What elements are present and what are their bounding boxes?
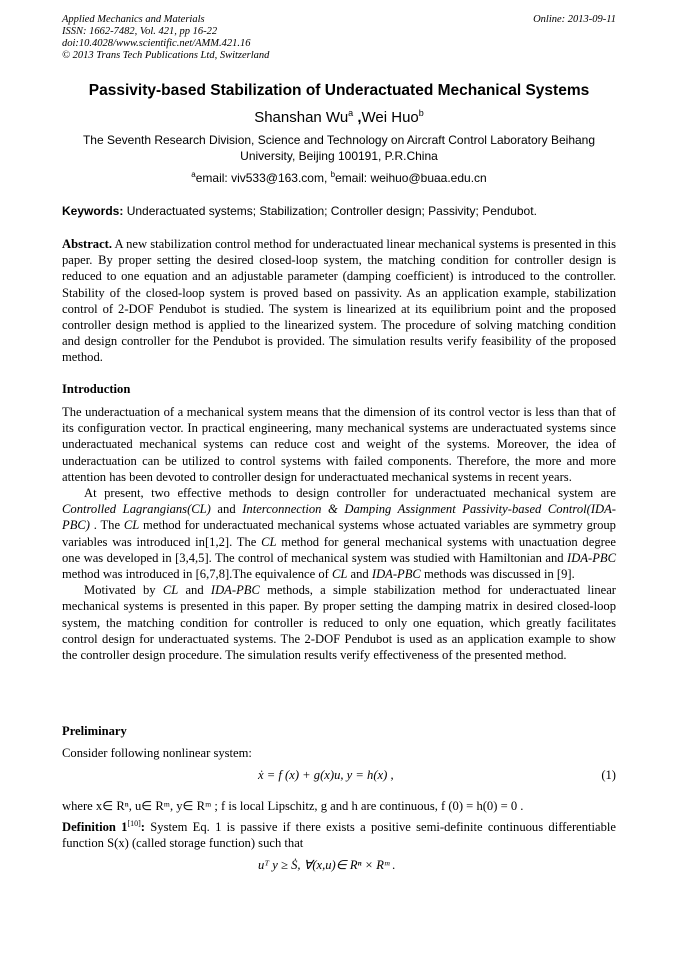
term-cl: CL: [261, 534, 277, 549]
introduction-body: [62, 404, 616, 663]
online-date: Online: 2013-09-11: [533, 14, 616, 25]
keywords-text: Underactuated systems; Stabilization; Controller design; Passivity; Pendubot.: [123, 204, 537, 218]
abstract-text: A new stabilization control method for underactuated linear mechanical systems is presented in this paper. By proper setting the desired closed-loop system, the matching condition for controller design is reduced to one equation and an adjustable parameter (damping coefficient) is introduced to the controller. Stability of the closed-loop system is proved based on passivity. As an application example, stabilization control of 2-DOF Pendubot is studied. The system is linearized at its equilibrium point and the proposed controller design method is applied to the linearized system. The procedure of solving matching condition and design controller for the Pendubot is provided. The simulation results verify feasibility of the proposed method.: [62, 237, 616, 365]
text-span: method was introduced in [6,7,8].The equivalence of: [62, 567, 332, 582]
author-1: Shanshan Wu: [254, 109, 349, 126]
text-span: methods, a simple stabilization method for underactuated linear mechanical systems is presented in this paper. By proper setting the damping matrix in desired closed-loop system, the matching condition for controller is reduced to only one equation, which greatly facilitates control design for underactuated systems. The 2-DOF Pendubot is used as an application example to show the controller design procedure. The simulation results verify effectiveness of the presented method.: [62, 583, 617, 663]
definition-text: System Eq. 1 is passive if there exists a positive semi-definite continuous differentiable function S(x) (called storage function) such that: [62, 820, 616, 851]
journal-name: Applied Mechanics and Materials: [62, 14, 205, 25]
text-span: and: [210, 502, 243, 517]
author-2-sup: b: [418, 108, 424, 118]
journal-header: [62, 14, 269, 62]
paper-title: Passivity-based Stabilization of Underactuated Mechanical Systems: [88, 82, 590, 99]
term-ida-pbc: IDA-PBC: [210, 583, 260, 598]
text-span: method for general mechanical systems with unactuation degree one was developed in [3,4,5]. The control of mechanical system was studied with Hamiltonian and: [62, 534, 616, 565]
where-line: where x∈ Rⁿ, u∈ Rᵐ, y∈ Rᵐ ; f is local Lipschitz, g and h are continuous, f (0) = h(0) = 0 .: [62, 799, 524, 813]
author-line: [62, 104, 616, 127]
intro-paragraph-1: The underactuation of a mechanical system means that the dimension of its control vector is less than that of its configuration vector. In practical engineering, many mechanical systems are underactuated systems since underactuated mechanical systems can reduce cost and weight of the systems. Moreover, the idea of underactuation can be utilized to control systems with failed components. Therefore, the more and more attention has been devoted to controller design for underactuated mechanical systems in recent years.: [62, 405, 616, 484]
term-ida-pbc: IDA-PBC: [371, 567, 421, 582]
affiliation: The Seventh Research Division, Science and Technology on Aircraft Control Laboratory Beihang University, Beijing 100191, P.R.China: [82, 133, 596, 163]
keywords: [62, 203, 616, 219]
term-ida-pbc: IDA-PBC: [567, 550, 616, 565]
section-heading-introduction: Introduction: [62, 382, 131, 396]
author-2: Wei Huo: [361, 109, 419, 126]
journal-copyright: © 2013 Trans Tech Publications Ltd, Switzerland: [62, 50, 270, 61]
intro-paragraph-3: [62, 582, 616, 663]
text-span: and: [178, 583, 211, 598]
email-a-sup: a: [191, 170, 196, 179]
definition-1: [62, 816, 616, 852]
text-span: methods was discussed in [9].: [420, 567, 575, 582]
abstract: [62, 236, 616, 366]
equation-1: ẋ = f (x) + g(x)u, y = h(x) ,: [258, 768, 394, 782]
journal-doi: doi:10.4028/www.scientific.net/AMM.421.16: [62, 38, 251, 49]
term-ida-pbc: Interconnection & Damping Assignment Passivity-based Control(IDA-PBC): [62, 502, 616, 533]
journal-issn: ISSN: 1662-7482, Vol. 421, pp 16-22: [62, 26, 218, 37]
definition-label: Definition 1: [62, 820, 128, 835]
email-a: email: viv533@163.com,: [195, 171, 331, 185]
equation-2: uᵀ y ≥ Ṡ, ∀(x,u)∈ Rⁿ × Rᵐ .: [258, 858, 396, 872]
preliminary-intro: Consider following nonlinear system:: [62, 746, 252, 760]
section-heading-preliminary: Preliminary: [62, 724, 127, 738]
text-span: Motivated by: [84, 583, 163, 598]
email-b-sup: b: [330, 170, 336, 179]
text-span: and: [347, 567, 372, 582]
email-line: [62, 167, 616, 186]
definition-colon: :: [140, 820, 145, 835]
term-cl: CL: [123, 518, 140, 533]
keywords-label: Keywords:: [62, 204, 124, 218]
abstract-label: Abstract.: [62, 237, 113, 251]
term-cl: CL: [331, 567, 348, 582]
term-cl: CL: [162, 583, 179, 598]
email-b: email: weihuo@buaa.edu.cn: [335, 171, 487, 185]
text-span: . The: [89, 518, 124, 533]
text-span: method for underactuated mechanical systems whose actuated variables are symmetry group variables was introduced in[1,2]. The: [62, 518, 616, 549]
author-separator: ,: [353, 109, 362, 126]
term-cl: Controlled Lagrangians(CL): [62, 502, 211, 517]
author-1-sup: a: [348, 108, 354, 118]
definition-ref: [10]: [127, 819, 141, 828]
intro-paragraph-2: [62, 485, 616, 582]
text-span: At present, two effective methods to design controller for underactuated mechanical system are: [84, 486, 616, 501]
equation-1-number: (1): [601, 768, 616, 782]
